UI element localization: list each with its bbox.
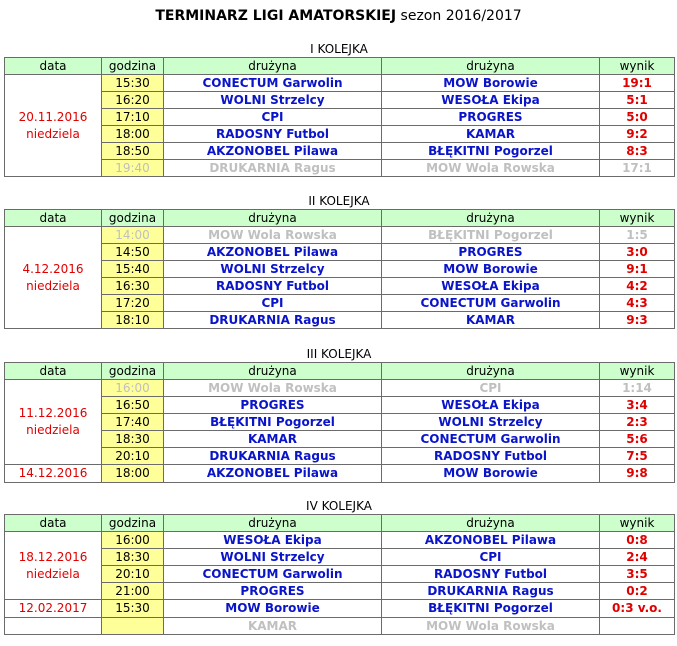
match-time: 18:00: [102, 465, 164, 483]
away-team: RADOSNY Futbol: [382, 448, 600, 465]
match-time: [102, 618, 164, 635]
schedule-table: [4, 57, 675, 177]
match-row: [5, 583, 675, 600]
match-row: [5, 380, 675, 397]
away-team: WOLNI Strzelcy: [382, 414, 600, 431]
match-score: 19:1: [600, 75, 675, 92]
away-team: CPI: [382, 380, 600, 397]
header-score: wynik: [600, 58, 675, 75]
match-time: 16:20: [102, 92, 164, 109]
match-row: [5, 244, 675, 261]
header-team1: drużyna: [164, 210, 382, 227]
away-team: CPI: [382, 549, 600, 566]
round-title: III KOLEJKA: [306, 347, 372, 361]
home-team: MOW Wola Rowska: [164, 380, 382, 397]
header-date: data: [5, 210, 102, 227]
away-team: BŁĘKITNI Pogorzel: [382, 600, 600, 618]
match-time: 19:40: [102, 160, 164, 177]
match-score: 2:4: [600, 549, 675, 566]
match-row: [5, 549, 675, 566]
round-section: [4, 499, 674, 635]
home-team: WOLNI Strzelcy: [164, 549, 382, 566]
header-time: godzina: [102, 515, 164, 532]
home-team: CONECTUM Garwolin: [164, 75, 382, 92]
match-date: 11.12.2016: [18, 406, 88, 420]
home-team: CPI: [164, 109, 382, 126]
match-time: 18:10: [102, 312, 164, 329]
match-score: 4:3: [600, 295, 675, 312]
header-row: [5, 515, 675, 532]
match-score: 9:8: [600, 465, 675, 483]
away-team: WESOŁA Ekipa: [382, 278, 600, 295]
match-row: [5, 532, 675, 549]
header-team2: drużyna: [382, 210, 600, 227]
home-team: CONECTUM Garwolin: [164, 566, 382, 583]
round-section: [4, 42, 674, 177]
match-time: 20:10: [102, 566, 164, 583]
away-team: AKZONOBEL Pilawa: [382, 532, 600, 549]
match-score: 5:1: [600, 92, 675, 109]
away-team: CONECTUM Garwolin: [382, 295, 600, 312]
title-season: sezon 2016/2017: [400, 8, 522, 24]
match-date: 4.12.2016: [22, 261, 84, 276]
match-row: [5, 278, 675, 295]
home-team: RADOSNY Futbol: [164, 278, 382, 295]
match-row: [5, 261, 675, 278]
match-score: 0:2: [600, 583, 675, 600]
header-date: data: [5, 363, 102, 380]
match-date-cell: [5, 465, 102, 483]
match-row: [5, 618, 675, 635]
page-title: [0, 8, 677, 24]
header-team2: drużyna: [382, 58, 600, 75]
match-score: 3:5: [600, 566, 675, 583]
header-row: [5, 363, 675, 380]
match-time: 18:50: [102, 143, 164, 160]
header-score: wynik: [600, 210, 675, 227]
round-title: I KOLEJKA: [310, 42, 368, 56]
home-team: MOW Wola Rowska: [164, 227, 382, 244]
match-row: [5, 312, 675, 329]
match-time: 14:50: [102, 244, 164, 261]
away-team: BŁĘKITNI Pogorzel: [382, 227, 600, 244]
header-team1: drużyna: [164, 515, 382, 532]
away-team: MOW Borowie: [382, 465, 600, 483]
match-score: 17:1: [600, 160, 675, 177]
match-day: niedziela: [26, 126, 80, 141]
away-team: MOW Borowie: [382, 261, 600, 278]
away-team: MOW Wola Rowska: [382, 618, 600, 635]
match-row: [5, 75, 675, 92]
home-team: AKZONOBEL Pilawa: [164, 465, 382, 483]
match-score: 2:3: [600, 414, 675, 431]
away-team: MOW Wola Rowska: [382, 160, 600, 177]
match-time: 18:30: [102, 431, 164, 448]
match-score: 1:14: [600, 380, 675, 397]
away-team: MOW Borowie: [382, 75, 600, 92]
match-score: 7:5: [600, 448, 675, 465]
match-row: [5, 414, 675, 431]
match-date-cell: [5, 380, 102, 465]
match-row: [5, 227, 675, 244]
match-score: 0:8: [600, 532, 675, 549]
match-row: [5, 160, 675, 177]
schedule-table: [4, 209, 675, 329]
match-time: 15:30: [102, 600, 164, 618]
header-time: godzina: [102, 210, 164, 227]
match-row: [5, 431, 675, 448]
round-section: [4, 194, 674, 329]
home-team: PROGRES: [164, 397, 382, 414]
header-team2: drużyna: [382, 363, 600, 380]
match-day: niedziela: [26, 566, 80, 581]
home-team: AKZONOBEL Pilawa: [164, 143, 382, 160]
home-team: WESOŁA Ekipa: [164, 532, 382, 549]
match-score: 9:1: [600, 261, 675, 278]
round-title: IV KOLEJKA: [306, 499, 372, 513]
home-team: MOW Borowie: [164, 600, 382, 618]
match-score: 5:6: [600, 431, 675, 448]
home-team: DRUKARNIA Ragus: [164, 312, 382, 329]
match-date-cell: [5, 75, 102, 177]
match-row: [5, 397, 675, 414]
title-main: TERMINARZ LIGI AMATORSKIEJ: [155, 8, 397, 24]
match-score: 9:3: [600, 312, 675, 329]
home-team: WOLNI Strzelcy: [164, 92, 382, 109]
header-date: data: [5, 515, 102, 532]
header-row: [5, 58, 675, 75]
home-team: RADOSNY Futbol: [164, 126, 382, 143]
match-score: 8:3: [600, 143, 675, 160]
home-team: AKZONOBEL Pilawa: [164, 244, 382, 261]
match-date-cell: [5, 227, 102, 329]
match-date: 12.02.2017: [18, 601, 88, 615]
match-time: 15:30: [102, 75, 164, 92]
match-row: [5, 600, 675, 618]
home-team: DRUKARNIA Ragus: [164, 160, 382, 177]
away-team: WESOŁA Ekipa: [382, 92, 600, 109]
match-score: [600, 618, 675, 635]
match-time: 17:10: [102, 109, 164, 126]
match-row: [5, 109, 675, 126]
match-score: 4:2: [600, 278, 675, 295]
match-time: 20:10: [102, 448, 164, 465]
match-date-cell: [5, 600, 102, 618]
match-time: 16:50: [102, 397, 164, 414]
match-row: [5, 92, 675, 109]
match-time: 18:00: [102, 126, 164, 143]
match-date: 14.12.2016: [18, 466, 88, 480]
header-score: wynik: [600, 515, 675, 532]
match-row: [5, 143, 675, 160]
home-team: BŁĘKITNI Pogorzel: [164, 414, 382, 431]
header-time: godzina: [102, 58, 164, 75]
match-row: [5, 566, 675, 583]
match-date: 18.12.2016: [18, 549, 88, 564]
home-team: CPI: [164, 295, 382, 312]
away-team: DRUKARNIA Ragus: [382, 583, 600, 600]
match-row: [5, 126, 675, 143]
away-team: BŁĘKITNI Pogorzel: [382, 143, 600, 160]
match-day: niedziela: [26, 423, 80, 437]
match-time: 14:00: [102, 227, 164, 244]
round-section: [4, 347, 674, 483]
match-score: 3:0: [600, 244, 675, 261]
match-date: 20.11.2016: [18, 109, 88, 124]
match-time: 18:30: [102, 549, 164, 566]
match-score: 5:0: [600, 109, 675, 126]
header-team1: drużyna: [164, 58, 382, 75]
match-time: 17:20: [102, 295, 164, 312]
match-time: 21:00: [102, 583, 164, 600]
away-team: PROGRES: [382, 109, 600, 126]
match-date-cell: [5, 532, 102, 600]
away-team: WESOŁA Ekipa: [382, 397, 600, 414]
match-row: [5, 465, 675, 483]
match-row: [5, 448, 675, 465]
header-time: godzina: [102, 363, 164, 380]
match-score: 3:4: [600, 397, 675, 414]
match-row: [5, 295, 675, 312]
header-row: [5, 210, 675, 227]
match-time: 16:00: [102, 532, 164, 549]
match-date-cell: [5, 618, 102, 635]
match-time: 16:30: [102, 278, 164, 295]
home-team: KAMAR: [164, 618, 382, 635]
header-date: data: [5, 58, 102, 75]
header-score: wynik: [600, 363, 675, 380]
home-team: DRUKARNIA Ragus: [164, 448, 382, 465]
home-team: KAMAR: [164, 431, 382, 448]
match-score: 1:5: [600, 227, 675, 244]
away-team: KAMAR: [382, 126, 600, 143]
away-team: CONECTUM Garwolin: [382, 431, 600, 448]
match-time: 17:40: [102, 414, 164, 431]
header-team1: drużyna: [164, 363, 382, 380]
match-score: 0:3 v.o.: [600, 600, 675, 618]
schedule-table: [4, 362, 675, 483]
away-team: PROGRES: [382, 244, 600, 261]
round-title: II KOLEJKA: [308, 194, 370, 208]
match-score: 9:2: [600, 126, 675, 143]
away-team: KAMAR: [382, 312, 600, 329]
away-team: RADOSNY Futbol: [382, 566, 600, 583]
match-day: niedziela: [26, 278, 80, 293]
home-team: PROGRES: [164, 583, 382, 600]
header-team2: drużyna: [382, 515, 600, 532]
home-team: WOLNI Strzelcy: [164, 261, 382, 278]
match-time: 16:00: [102, 380, 164, 397]
schedule-table: [4, 514, 675, 635]
match-time: 15:40: [102, 261, 164, 278]
